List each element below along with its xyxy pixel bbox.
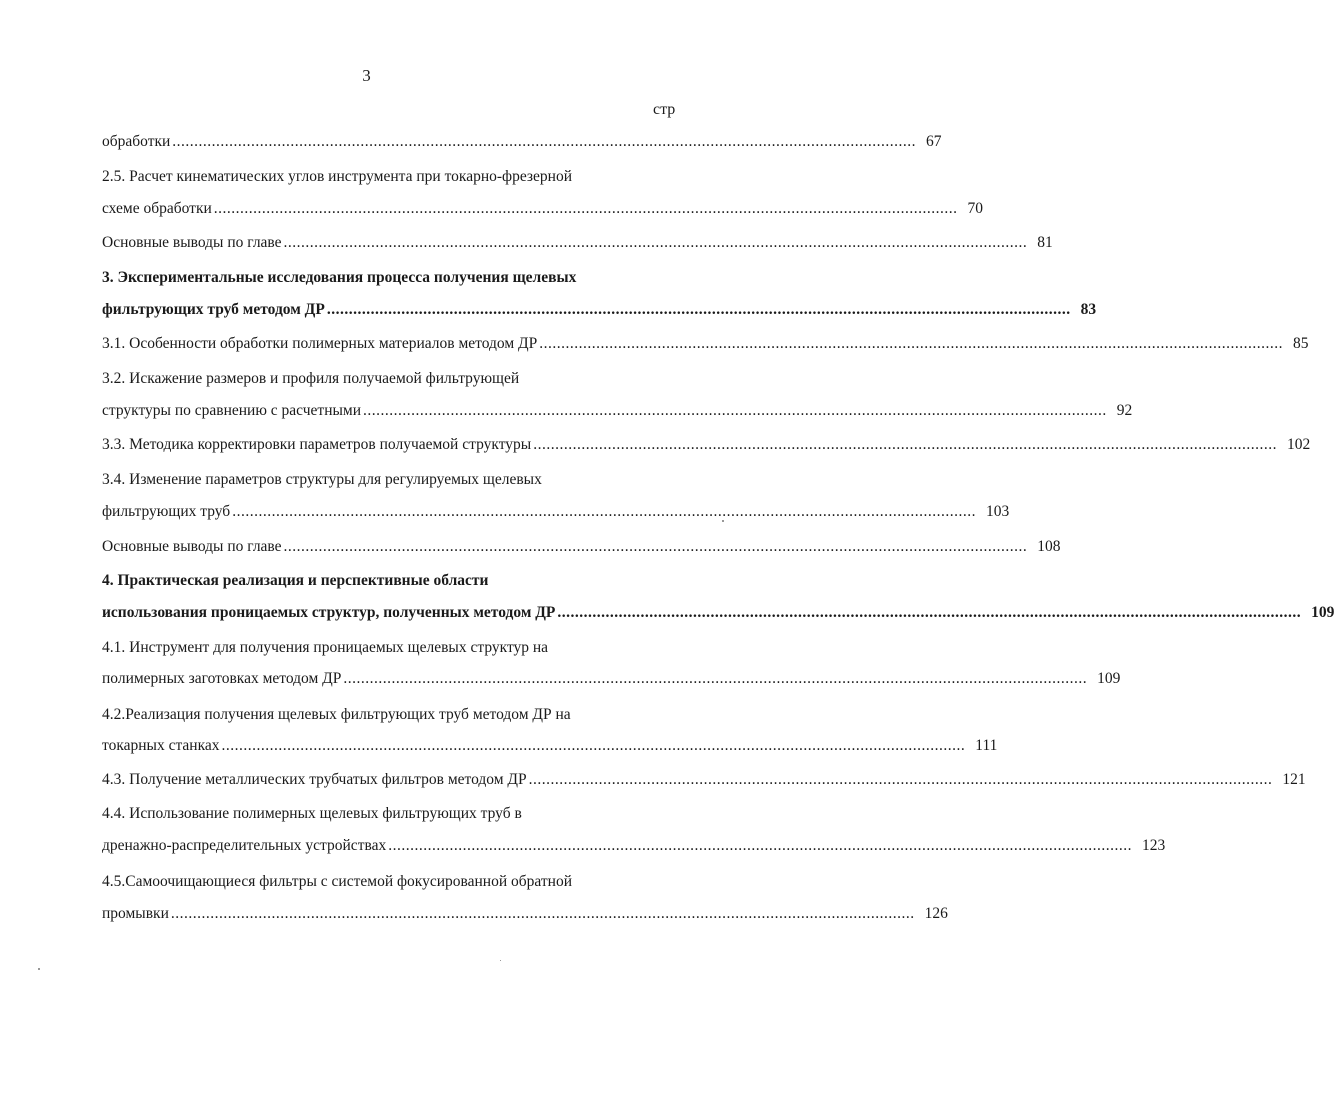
toc-entry-title: фильтрующих труб (102, 501, 232, 523)
dot-leader: .......................................................................................................................................................................... (232, 503, 976, 520)
toc-entry (102, 166, 688, 188)
toc-entry-page: 103 (985, 503, 1010, 520)
toc-entry (102, 735, 998, 757)
toc-entry (102, 835, 1166, 857)
dot-leader: .......................................................................................................................................................................... (221, 737, 966, 754)
toc-entry-page: 108 (1037, 538, 1061, 555)
toc-entry (102, 333, 1309, 355)
toc-entry (102, 871, 688, 893)
toc-entry (102, 704, 688, 726)
dot-leader: .......................................................................................................................................................................... (326, 301, 1071, 318)
toc-entry-page: 109 (1097, 670, 1121, 687)
toc-entry (102, 198, 984, 220)
toc-entry-page: 123 (1141, 837, 1166, 854)
toc-entry-page: 81 (1037, 234, 1053, 251)
toc-entry-title: Основные выводы по главе (102, 232, 284, 254)
toc-entry-title: дренажно-распределительных устройствах (102, 835, 388, 857)
dot-leader: .......................................................................................................................................................................... (363, 402, 1107, 419)
toc-entry-page: 92 (1116, 402, 1133, 419)
toc-entry (102, 232, 1053, 254)
toc-entry-page: 83 (1080, 301, 1097, 318)
toc-entry-title: 4. Практическая реализация и перспективные области (102, 572, 489, 589)
toc-entry (102, 769, 1306, 791)
toc-entry (102, 668, 1121, 690)
toc-entry (102, 469, 688, 491)
dot-leader: .......................................................................................................................................................................... (343, 670, 1088, 687)
toc-entry-title: 3.3. Методика корректировки параметров получаемой структуры (102, 434, 533, 456)
scan-speck (38, 968, 40, 970)
dot-leader: .......................................................................................................................................................................... (539, 335, 1283, 352)
page-number: 3 (362, 66, 371, 85)
toc-entry-title: обработки (102, 131, 172, 153)
toc-entry-title: фильтрующих труб методом ДР (102, 299, 327, 321)
toc-entry (102, 637, 688, 659)
dot-leader: .......................................................................................................................................................................... (172, 133, 917, 150)
toc-entry (102, 400, 1133, 422)
dot-leader: .......................................................................................................................................................................... (283, 538, 1028, 555)
toc-entry (102, 903, 948, 925)
toc-chapter-heading (102, 602, 1334, 624)
dot-leader: .......................................................................................................................................................................... (557, 604, 1302, 621)
toc-entry-title: 4.5.Самоочищающиеся фильтры с системой фокусированной обратной (102, 873, 572, 890)
toc-entry-page: 102 (1286, 436, 1311, 453)
toc-entry-title: промывки (102, 903, 171, 925)
dot-leader: .......................................................................................................................................................................... (283, 234, 1028, 251)
toc-entry (102, 803, 688, 825)
toc-chapter-heading (102, 267, 688, 289)
toc-entry-title: структуры по сравнению с расчетными (102, 400, 363, 422)
toc-entry-title: 4.1. Инструмент для получения проницаемых щелевых структур на (102, 639, 549, 656)
toc-chapter-heading (102, 570, 688, 592)
toc-entry-title: 2.5. Расчет кинематических углов инструмента при токарно-фрезерной (102, 168, 573, 185)
toc-entry (102, 501, 1010, 523)
toc-entry-title: использования проницаемых структур, полученных методом ДР (102, 602, 557, 624)
toc-entry-page: 70 (967, 200, 984, 217)
toc-entry (102, 368, 688, 390)
toc-entry (102, 434, 1311, 456)
page-column-header: стр (653, 101, 676, 118)
toc-entry-page: 85 (1292, 335, 1309, 352)
toc-entry-title: 4.3. Получение металлических трубчатых фильтров методом ДР (102, 769, 529, 791)
dot-leader: .......................................................................................................................................................................... (213, 200, 958, 217)
toc-entry-page: 121 (1282, 771, 1306, 788)
toc-entry (102, 536, 1061, 558)
dot-leader: .......................................................................................................................................................................... (533, 436, 1277, 453)
toc-entry-title: 3. Экспериментальные исследования процесса получения щелевых (102, 269, 577, 286)
toc-entry-title: Основные выводы по главе (102, 536, 284, 558)
toc-entry-title: 4.2.Реализация получения щелевых фильтрующих труб методом ДР на (102, 706, 571, 723)
toc-entry-page: 67 (926, 133, 942, 150)
toc-entry-page: 109 (1311, 604, 1334, 621)
toc-entry-title: 3.4. Изменение параметров структуры для регулируемых щелевых (102, 471, 542, 488)
toc-entry-title: 4.4. Использование полимерных щелевых фильтрующих труб в (102, 805, 522, 822)
scan-speck (500, 960, 501, 961)
dot-leader: .......................................................................................................................................................................... (388, 837, 1132, 854)
toc-entry-title: токарных станках (102, 735, 222, 757)
scan-speck (722, 520, 724, 522)
toc-entry-title: 3.2. Искажение размеров и профиля получаемой фильтрующей (102, 370, 520, 387)
toc-entry-title: полимерных заготовках методом ДР (102, 668, 343, 690)
toc-entry (102, 131, 942, 153)
dot-leader: .......................................................................................................................................................................... (528, 771, 1273, 788)
toc-entry-title: схеме обработки (102, 198, 214, 220)
toc-chapter-heading (102, 299, 1097, 321)
toc-entry-title: 3.1. Особенности обработки полимерных материалов методом ДР (102, 333, 539, 355)
dot-leader: .......................................................................................................................................................................... (170, 905, 915, 922)
toc-entry-page: 111 (975, 737, 998, 754)
toc-entry-page: 126 (924, 905, 948, 922)
